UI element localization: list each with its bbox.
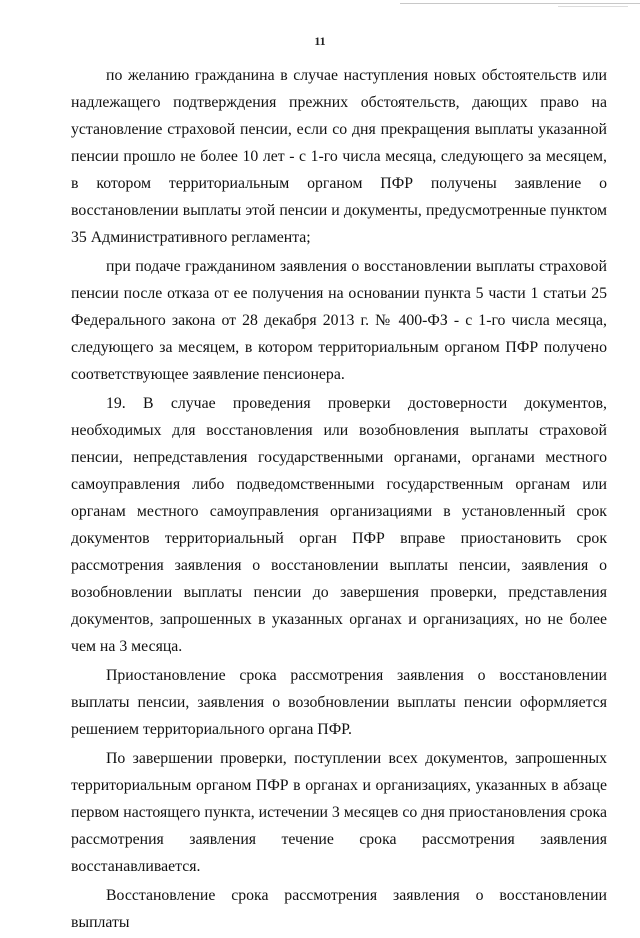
paragraph-continuation: по желанию гражданина в случае наступления новых обстоятельств или надлежащего подтверждения прежних обстоятельств, дающих право на установление страховой пенсии, если со дня прекращения выплаты указанной пенсии прошло не более 10 лет - с 1-го числа месяца, следующего за месяцем, в котором территориальным органом ПФР получены заявление о восстановлении выплаты этой пенсии и документы, предусмотренные пунктом 35 Административного регламента; xyxy=(71,67,607,246)
page-number: 11 xyxy=(314,34,326,48)
paragraph-restoration-start: Восстановление срока рассмотрения заявления о восстановлении выплаты xyxy=(71,887,607,931)
document-body xyxy=(71,62,607,938)
paragraph-item-19: 19. В случае проведения проверки достоверности документов, необходимых для восстановления или возобновления выплаты страховой пенсии, непредставления государственными органами, органами местного самоуправления либо подведомственными государственным органам или органам местного самоуправления организациями в установленный срок документов территориальный орган ПФР вправе приостановить срок рассмотрения заявления о восстановлении выплаты пенсии, заявления о возобновлении выплаты пенсии до завершения проверки, представления документов, запрошенных в указанных органах и организациях, но не более чем на 3 месяца. xyxy=(71,395,607,655)
paragraph-refusal-case: при подаче гражданином заявления о восстановлении выплаты страховой пенсии после отказа от ее получения на основании пункта 5 части 1 статьи 25 Федерального закона от 28 декабря 2013 г. № 400-ФЗ - с 1-го числа месяца, следующего за месяцем, в котором территориальным органом ПФР получено соответствующее заявление пенсионера. xyxy=(71,258,607,383)
paragraph-term-resumption: По завершении проверки, поступлении всех документов, запрошенных территориальным органом ПФР в органах и организациях, указанных в абзаце первом настоящего пункта, истечении 3 месяцев со дня приостановления срока рассмотрения заявления течение срока рассмотрения заявления восстанавливается. xyxy=(71,750,607,875)
paragraph-suspension-decision: Приостановление срока рассмотрения заявления о восстановлении выплаты пенсии, заявления о возобновлении выплаты пенсии оформляется решением территориального органа ПФР. xyxy=(71,667,607,738)
scan-edge-line-short xyxy=(558,6,628,7)
scan-edge-line xyxy=(400,3,640,4)
